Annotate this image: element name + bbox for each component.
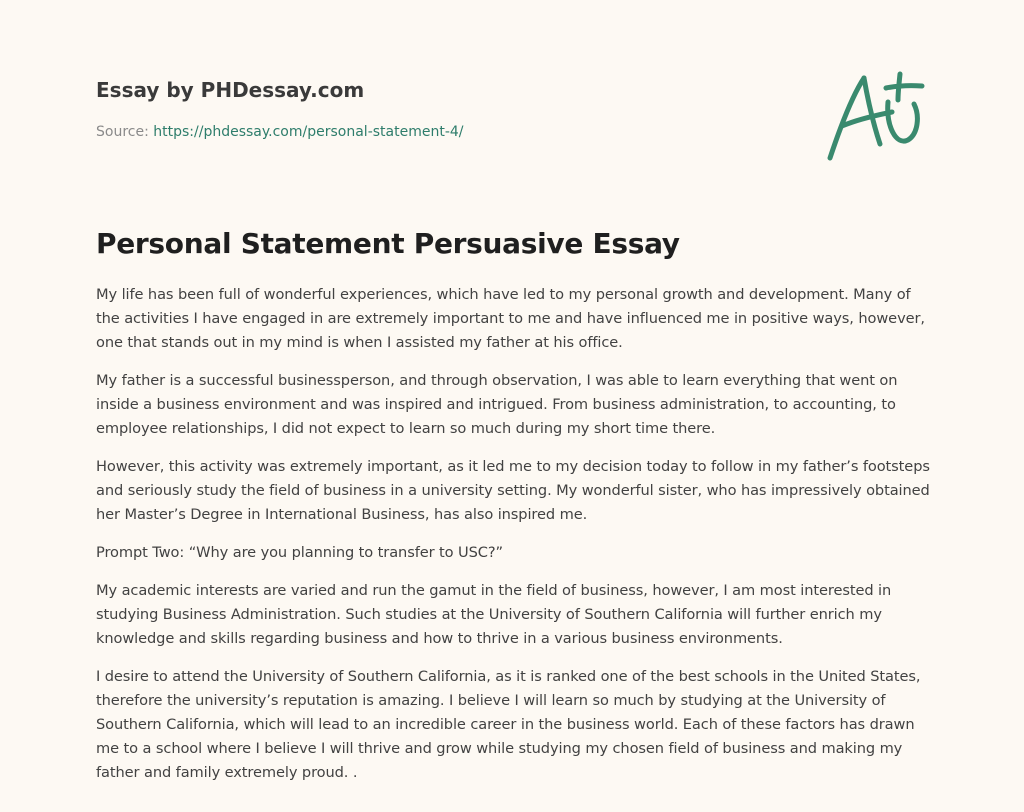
essay-paragraph: However, this activity was extremely important, as it led me to my decision today to follow in my father’s footsteps and seriously study the field of business in a university setting. My wonderful sister, who has impressively obtained her Master’s Degree in International Business, has also inspired me.	[96, 458, 930, 523]
essay-paragraph: I desire to attend the University of Southern California, as it is ranked one of the best schools in the United States, therefore the university’s reputation is amazing. I believe I will learn so much by studying at the University of Southern California, which will lead to an incredible career in the business world. Each of these factors has drawn me to a school where I believe I will thrive and grow while studying my chosen field of business and making my father and family extremely proud. .	[96, 668, 921, 781]
a-plus-grade-icon	[822, 66, 932, 166]
page-header	[96, 76, 796, 142]
source-link[interactable]: https://phdessay.com/personal-statement-4/	[153, 124, 464, 140]
source-line	[96, 122, 796, 142]
site-brand: Essay by PHDessay.com	[96, 78, 365, 102]
essay-paragraph: My academic interests are varied and run the gamut in the field of business, however, I am most interested in studying Business Administration. Such studies at the University of Southern California will further enrich my knowledge and skills regarding business and how to thrive in a various business environments.	[96, 582, 892, 647]
essay-title: Personal Statement Persuasive Essay	[96, 227, 680, 260]
essay-content	[96, 225, 932, 799]
source-label: Source:	[96, 124, 149, 140]
essay-paragraph: My life has been full of wonderful experiences, which have led to my personal growth and development. Many of the activities I have engaged in are extremely important to me and have influenced me in positive ways, however, one that stands out in my mind is when I assisted my father at his office.	[96, 286, 925, 351]
essay-paragraph: Prompt Two: “Why are you planning to transfer to USC?”	[96, 544, 503, 561]
essay-paragraph: My father is a successful businessperson, and through observation, I was able to learn everything that went on inside a business environment and was inspired and intrigued. From business administration, to accounting, to employee relationships, I did not expect to learn so much during my short time there.	[96, 372, 898, 437]
